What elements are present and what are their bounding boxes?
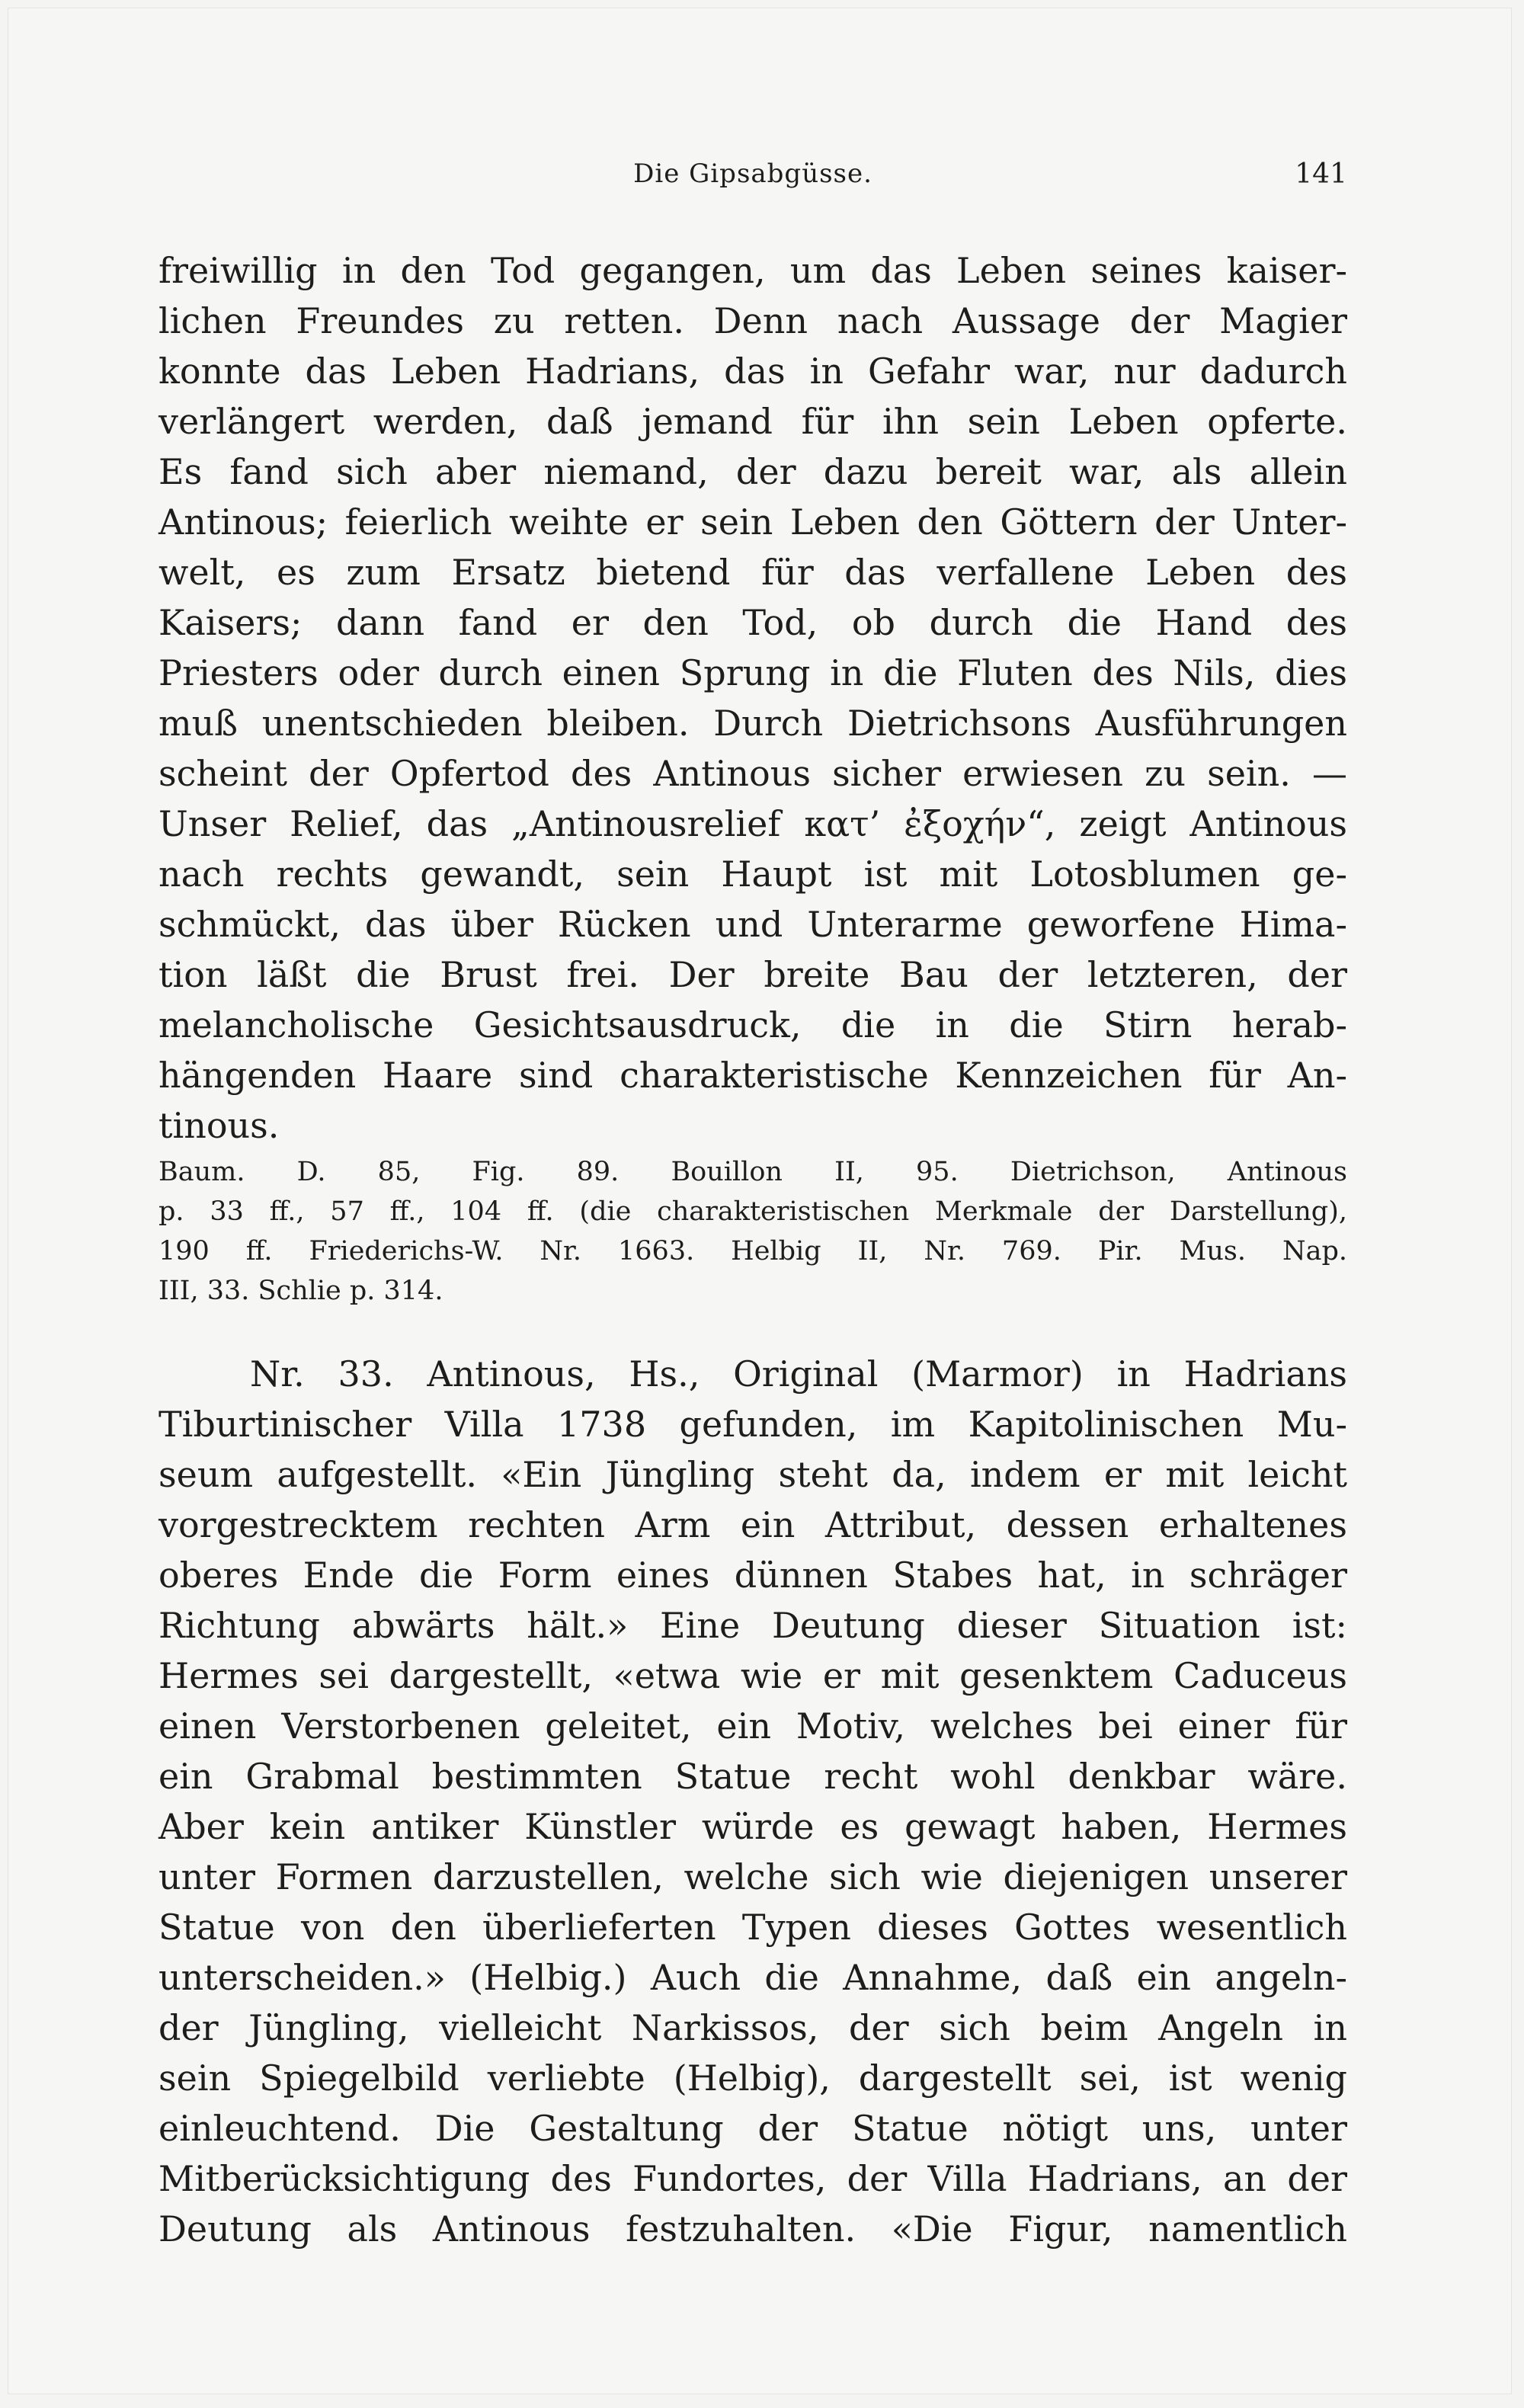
- text-line: Aber kein antiker Künstler würde es gewagt haben, Hermes: [158, 1806, 1347, 1847]
- text-line: welt, es zum Ersatz bietend für das verfallene Leben des: [158, 552, 1347, 593]
- text-line: ein Grabmal bestimmten Statue recht wohl denkbar wäre.: [158, 1756, 1347, 1797]
- body-text: [158, 245, 1347, 2254]
- text-line: schmückt, das über Rücken und Unterarme geworfene Hima-: [158, 904, 1347, 945]
- text-line: freiwillig in den Tod gegangen, um das Leben seines kaiser-: [158, 250, 1347, 291]
- text-line: Priesters oder durch einen Sprung in die Fluten des Nils, dies: [158, 652, 1347, 693]
- page-header: [158, 159, 1347, 204]
- text-line: Antinous; feierlich weihte er sein Leben den Göttern der Unter-: [158, 501, 1347, 543]
- text-line: tinous.: [158, 1105, 280, 1146]
- text-line: vorgestrecktem rechten Arm ein Attribut, dessen erhaltenes: [158, 1504, 1347, 1545]
- text-line: Mitberücksichtigung des Fundortes, der Villa Hadrians, an der: [158, 2158, 1347, 2199]
- text-line: melancholische Gesichtsausdruck, die in die Stirn herab-: [158, 1004, 1347, 1045]
- text-line: nach rechts gewandt, sein Haupt ist mit Lotosblumen ge-: [158, 853, 1347, 895]
- text-line: Nr. 33. Antinous, Hs., Original (Marmor) in Hadrians: [250, 1353, 1347, 1395]
- text-line: verlängert werden, daß jemand für ihn sein Leben opferte.: [158, 401, 1347, 442]
- reference-line: Baum. D. 85, Fig. 89. Bouillon II, 95. Dietrichson, Antinous: [158, 1157, 1347, 1187]
- text-line: tion läßt die Brust frei. Der breite Bau der letzteren, der: [158, 954, 1347, 995]
- text-line: Unser Relief, das „Antinousrelief κατ’ ἐξοχήν“, zeigt Antinous: [158, 803, 1347, 844]
- text-line: Richtung abwärts hält.» Eine Deutung dieser Situation ist:: [158, 1605, 1347, 1646]
- bibliographic-references: [158, 1152, 1347, 1311]
- paragraph-antinous-relief: [158, 245, 1347, 1151]
- text-line: Tiburtinischer Villa 1738 gefunden, im Kapitolinischen Mu-: [158, 1404, 1347, 1445]
- text-line: Statue von den überlieferten Typen dieses Gottes wesentlich: [158, 1907, 1347, 1948]
- text-line: Deutung als Antinous festzuhalten. «Die Figur, namentlich: [158, 2208, 1347, 2249]
- text-line: unter Formen darzustellen, welche sich wie diejenigen unserer: [158, 1856, 1347, 1897]
- text-line: einleuchtend. Die Gestaltung der Statue nötigt uns, unter: [158, 2108, 1347, 2149]
- running-title: Die Gipsabgüsse.: [633, 159, 872, 189]
- reference-line: 190 ff. Friederichs-W. Nr. 1663. Helbig II, Nr. 769. Pir. Mus. Nap.: [158, 1236, 1347, 1266]
- text-line: hängenden Haare sind charakteristische Kennzeichen für An-: [158, 1055, 1347, 1096]
- page-number: 141: [1295, 159, 1347, 190]
- text-line: sein Spiegelbild verliebte (Helbig), dargestellt sei, ist wenig: [158, 2057, 1347, 2099]
- reference-line: p. 33 ff., 57 ff., 104 ff. (die charakteristischen Merkmale der Darstellung),: [158, 1196, 1347, 1227]
- text-line: konnte das Leben Hadrians, das in Gefahr war, nur dadurch: [158, 351, 1347, 392]
- text-line: muß unentschieden bleiben. Durch Dietrichsons Ausführungen: [158, 703, 1347, 744]
- text-line: Kaisers; dann fand er den Tod, ob durch die Hand des: [158, 602, 1347, 643]
- reference-line: III, 33. Schlie p. 314.: [158, 1276, 443, 1306]
- text-line: seum aufgestellt. «Ein Jüngling steht da, indem er mit leicht: [158, 1454, 1347, 1495]
- text-line: Hermes sei dargestellt, «etwa wie er mit gesenktem Caduceus: [158, 1655, 1347, 1696]
- text-line: lichen Freundes zu retten. Denn nach Aussage der Magier: [158, 300, 1347, 341]
- text-line: der Jüngling, vielleicht Narkissos, der sich beim Angeln in: [158, 2007, 1347, 2048]
- text-line: Es fand sich aber niemand, der dazu bereit war, als allein: [158, 451, 1347, 492]
- text-line: unterscheiden.» (Helbig.) Auch die Annahme, daß ein angeln-: [158, 1957, 1347, 1998]
- text-line: scheint der Opfertod des Antinous sicher erwiesen zu sein. —: [158, 753, 1347, 794]
- text-line: einen Verstorbenen geleitet, ein Motiv, welches bei einer für: [158, 1705, 1347, 1747]
- paragraph-nr-33: [158, 1349, 1347, 2254]
- text-line: oberes Ende die Form eines dünnen Stabes hat, in schräger: [158, 1555, 1347, 1596]
